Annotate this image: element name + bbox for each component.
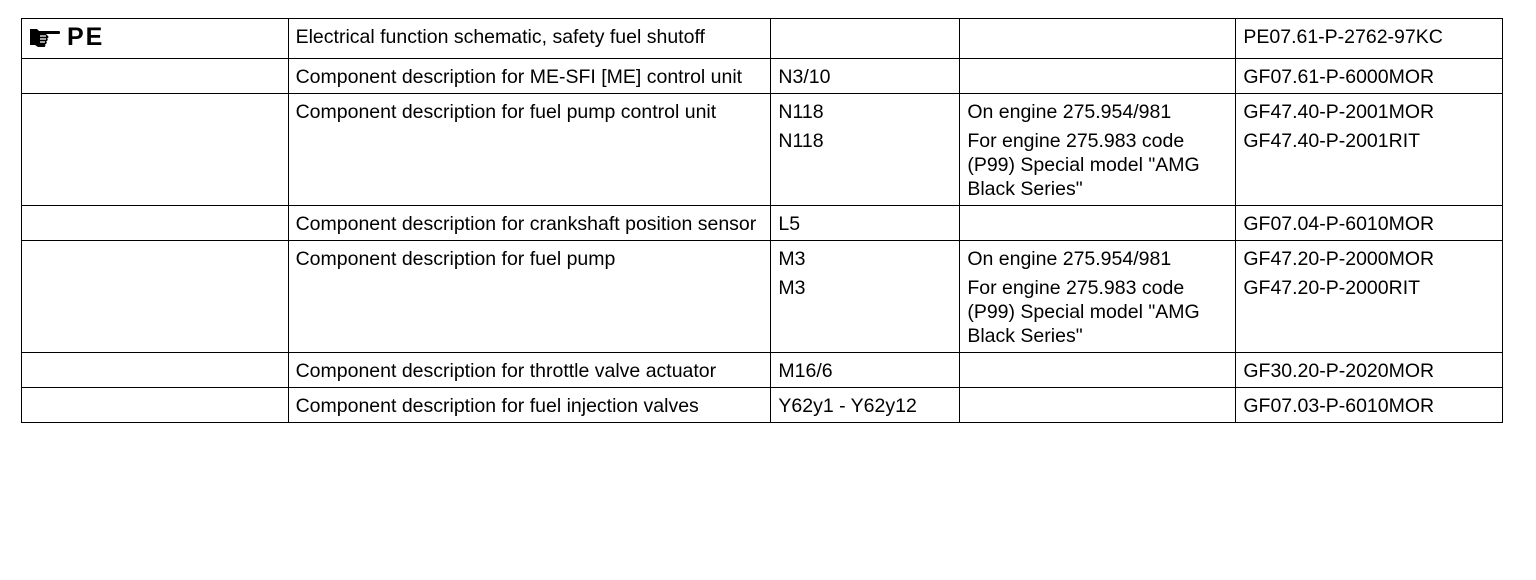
engine-note-cell: For engine 275.983 code (P99) Special model "AMG Black Series" [960,275,1236,353]
document-id-cell: GF47.40-P-2001MOR [1236,94,1503,129]
component-code-cell: N118 [771,94,960,129]
description-cell: Component description for fuel injection valves [288,388,771,423]
component-code-cell: M3 [771,275,960,353]
table-row [22,19,1503,59]
component-code-cell: N118 [771,128,960,206]
empty-ref-cell [22,94,289,206]
table-row [22,388,1503,423]
engine-note-cell: For engine 275.983 code (P99) Special model "AMG Black Series" [960,128,1236,206]
empty-ref-cell [22,388,289,423]
description-cell: Component description for crankshaft position sensor [288,206,771,241]
engine-note-cell: On engine 275.954/981 [960,94,1236,129]
document-id-cell: GF07.03-P-6010MOR [1236,388,1503,423]
document-id-cell: GF07.04-P-6010MOR [1236,206,1503,241]
description-cell: Component description for ME-SFI [ME] control unit [288,59,771,94]
engine-note-cell [960,388,1236,423]
component-code-cell [771,19,960,59]
component-code-cell: Y62y1 - Y62y12 [771,388,960,423]
component-code-cell: L5 [771,206,960,241]
document-id-cell: GF07.61-P-6000MOR [1236,59,1503,94]
empty-ref-cell [22,353,289,388]
pe-label: PE [67,23,105,51]
component-code-cell: M3 [771,241,960,276]
pointing-hand-icon [29,26,61,48]
empty-ref-cell [22,241,289,353]
document-id-cell: GF47.20-P-2000RIT [1236,275,1503,353]
reference-table [21,18,1503,423]
empty-ref-cell [22,206,289,241]
description-cell: Component description for fuel pump control unit [288,94,771,206]
engine-note-cell [960,19,1236,59]
description-cell: Component description for fuel pump [288,241,771,353]
engine-note-cell [960,206,1236,241]
pe-header [29,25,104,49]
document-id-cell: PE07.61-P-2762-97KC [1236,19,1503,59]
engine-note-cell: On engine 275.954/981 [960,241,1236,276]
description-cell: Electrical function schematic, safety fuel shutoff [288,19,771,59]
reference-table-body [22,19,1503,423]
table-row [22,241,1503,276]
table-row [22,206,1503,241]
engine-note-cell [960,353,1236,388]
document-id-cell: GF47.40-P-2001RIT [1236,128,1503,206]
table-row [22,59,1503,94]
pe-header-cell [22,19,289,59]
description-cell: Component description for throttle valve actuator [288,353,771,388]
document-id-cell: GF30.20-P-2020MOR [1236,353,1503,388]
component-code-cell: N3/10 [771,59,960,94]
table-row [22,94,1503,129]
engine-note-cell [960,59,1236,94]
empty-ref-cell [22,59,289,94]
document-id-cell: GF47.20-P-2000MOR [1236,241,1503,276]
component-code-cell: M16/6 [771,353,960,388]
table-row [22,353,1503,388]
